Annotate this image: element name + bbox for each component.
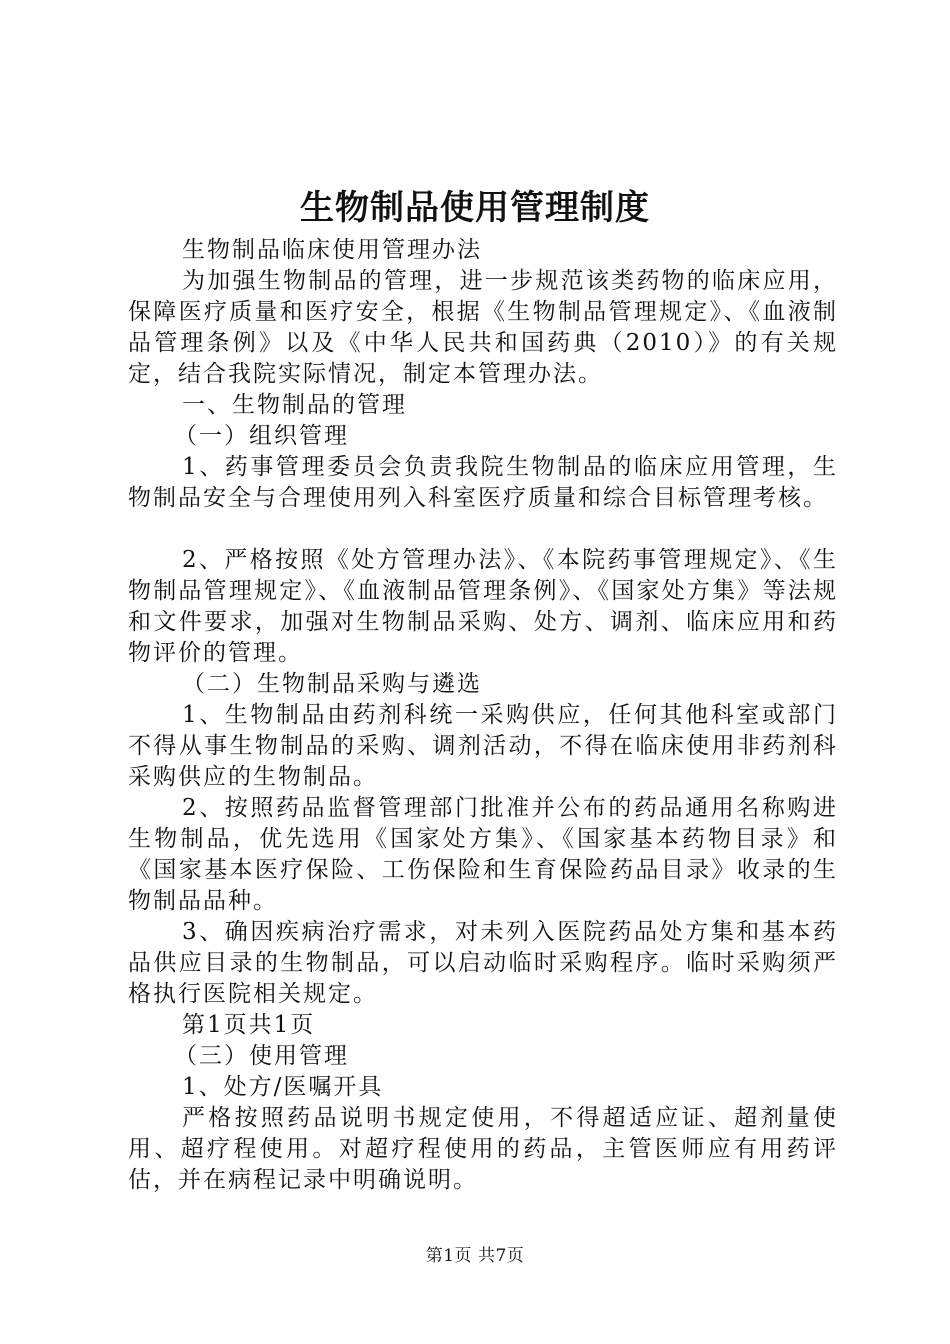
document-title: 生物制品使用管理制度 <box>300 188 650 228</box>
section-heading: 生物制品临床使用管理办法 <box>182 237 482 263</box>
document-body <box>128 235 838 1196</box>
list-heading: 1、处方/医嘱开具 <box>182 1074 384 1100</box>
body-paragraph: 1、生物制品由药剂科统一采购供应，任何其他科室或部门不得从事生物制品的采购、调剂活动，不得在临床使用非药剂科采购供应的生物制品。 <box>128 702 838 790</box>
page-footer: 第1页 共7页 <box>425 1246 525 1266</box>
section-heading: 一、生物制品的管理 <box>182 392 407 418</box>
inline-page-marker: 第1页共1页 <box>182 1012 316 1038</box>
body-paragraph: 2、严格按照《处方管理办法》、《本院药事管理规定》、《生物制品管理规定》、《血液制品管理条例》、《国家处方集》等法规和文件要求，加强对生物制品采购、处方、调剂、临床应用和药物评价的管理。 <box>128 547 838 666</box>
body-paragraph: 1、药事管理委员会负责我院生物制品的临床应用管理，生物制品安全与合理使用列入科室医疗质量和综合目标管理考核。 <box>128 454 838 511</box>
subsection-heading: （二）生物制品采购与遴选 <box>182 671 482 697</box>
intro-paragraph: 为加强生物制品的管理，进一步规范该类药物的临床应用，保障医疗质量和医疗安全，根据《生物制品管理规定》、《血液制品管理条例》以及《中华人民共和国药典（2010）》的有关规定，结合我院实际情况，制定本管理办法。 <box>128 268 838 387</box>
body-paragraph: 严格按照药品说明书规定使用，不得超适应证、超剂量使用、超疗程使用。对超疗程使用的药品，主管医师应有用药评估，并在病程记录中明确说明。 <box>128 1105 838 1193</box>
subsection-heading: （一）组织管理 <box>174 423 349 449</box>
body-paragraph: 3、确因疾病治疗需求，对未列入医院药品处方集和基本药品供应目录的生物制品，可以启动临时采购程序。临时采购须严格执行医院相关规定。 <box>128 919 838 1007</box>
body-paragraph: 2、按照药品监督管理部门批准并公布的药品通用名称购进生物制品，优先选用《国家处方集》、《国家基本药物目录》和《国家基本医疗保险、工伤保险和生育保险药品目录》收录的生物制品品种。 <box>128 795 838 914</box>
subsection-heading: （三）使用管理 <box>174 1043 349 1069</box>
